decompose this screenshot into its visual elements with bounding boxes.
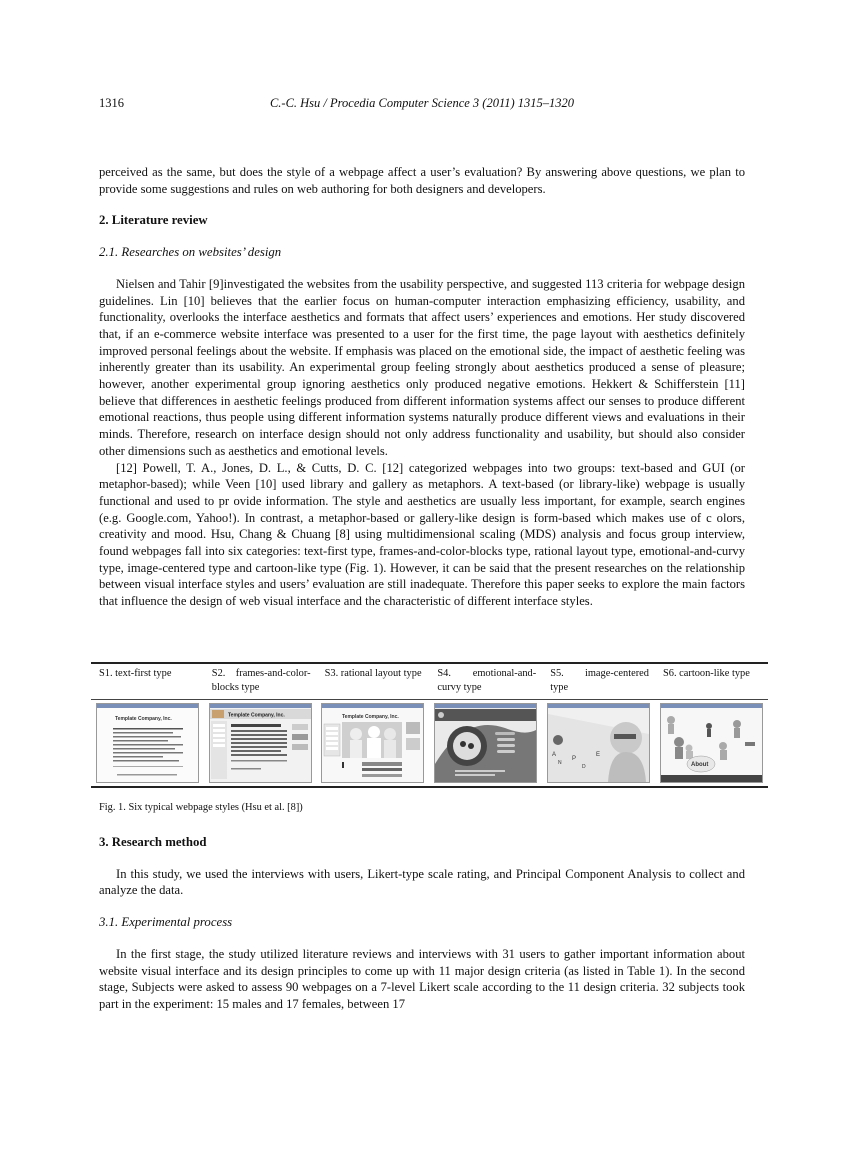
- svg-text:A: A: [552, 752, 557, 758]
- page-number: 1316: [99, 96, 124, 110]
- thumbnail-s1-text-first: [96, 703, 199, 783]
- style-label-s5: S5. image-centered type: [550, 668, 649, 693]
- literature-paragraph-2: [12] Powell, T. A., Jones, D. L., & Cutts, D. C. [12] categorized webpages into two groups: text-based and GUI (or metaphor-based); while Veen [10] used library and gallery as metaphors. A text-based (or library-like) webpage is usually functional and used to pr ovide information. The style and aesthetics are usually less important, for example, search engines (e.g. Google.com, Yahoo!). In contrast, a metaphor-based or gallery-like design is form-based which makes use of c olors, creativity and mood. Hsu, Chang & Chuang [8] using multidimensional scaling (MDS) analysis and focus group interview, found webpages fall into six categories: text-first type, frames-and-color-blocks type, rational layout type, emotional-and-curvy type, image-centered type and cartoon-like type (Fig. 1). However, it can be said that the present researches on the relationship between visual interface styles and users’ evaluation are still inadequate. Therefore this paper seeks to explore the main factors that influence the design of web visual interface and the characteristic of different interface styles.: [99, 460, 745, 609]
- thumbnail-s3-rational-layout: [321, 703, 424, 783]
- thumbnail-s5-image-centered: [547, 703, 650, 783]
- style-label-s4: S4. emotional-and-curvy type: [437, 668, 537, 693]
- thumbnail-s4-emotional-and-curvy: [434, 703, 537, 783]
- figure-1-table: [91, 662, 768, 788]
- thumb-company-name: Template Company, Inc.: [114, 716, 172, 722]
- main-text-top: [99, 164, 745, 610]
- style-label-s6: S6. cartoon-like type: [662, 668, 750, 679]
- figure-caption-row: [91, 664, 768, 700]
- literature-paragraph-1: Nielsen and Tahir [9]investigated the websites from the usability perspective, and suggested 113 criteria for webpage design guidelines. Lin [10] believes that the earlier focus on human-computer interaction emphasizing efficiency, usability, and functionality, overlooks the interface aesthetics and formats that affect users’ experiences and emotions. Her study discovered that, if an e-commerce website interface was presented to a user for the first time, the page layout with aesthetics definitely improved personal feelings about the website. If emphasis was placed on the emotional side, the impact of aesthetic feeling was inherently greater than its usability. An experimental group feeling strongly about aesthetics produced a sense of pleasure; however, another experimental group ignoring aesthetics only produced negative emotions. Hekkert & Schifferstein [11] believe that differences in aesthetic feelings produced from different information systems affect our senses to produce different emotional reactions, thus people using different information systems naturally produce different views and evaluations in their minds. Therefore, research on interface design should not only address functionality and usability, but should also consider other dimensions such as aesthetics and emotional levels.: [99, 276, 745, 458]
- running-title: C.-C. Hsu / Procedia Computer Science 3 (2011) 1315–1320: [269, 96, 575, 110]
- section-3-heading: 3. Research method: [99, 835, 207, 849]
- thumb-about-label: About: [690, 762, 709, 768]
- thumbnail-s6-cartoon-like: [660, 703, 763, 783]
- figure-1-caption: Fig. 1. Six typical webpage styles (Hsu et al. [8]): [99, 802, 303, 813]
- svg-text:D: D: [582, 764, 586, 770]
- svg-text:N: N: [558, 760, 562, 766]
- main-text-bottom: [99, 834, 745, 1013]
- section-2-1-heading: 2.1. Researches on websites’ design: [99, 245, 282, 260]
- thumb-company-name: Template Company, Inc.: [342, 714, 400, 720]
- style-label-s3: S3. rational layout type: [324, 668, 422, 679]
- svg-text:E: E: [596, 752, 601, 758]
- method-paragraph-1: In this study, we used the interviews with users, Likert-type scale rating, and Principal Component Analysis to collect and analyze the data.: [99, 866, 745, 898]
- svg-text:P: P: [572, 756, 577, 762]
- style-label-s1: S1. text-first type: [99, 668, 172, 679]
- section-3-1-heading: 3.1. Experimental process: [99, 915, 233, 930]
- style-label-s2: S2. frames-and-color-blocks type: [211, 668, 311, 693]
- intro-paragraph: perceived as the same, but does the style of a webpage affect a user’s evaluation? By answering above questions, we plan to provide some suggestions and rules on web authoring for both designers and developers.: [99, 165, 745, 196]
- method-paragraph-2: In the first stage, the study utilized literature reviews and interviews with 31 users to gather important information about website visual interface and its design principles to come up with 11 major design criteria (as listed in Table 1). In the second stage, Subjects were asked to assess 90 webpages on a 7-level Likert scale according to the 11 design criteria. 32 subjects took part in the experiment: 15 males and 17 females, between 17: [99, 946, 745, 1011]
- thumb-company-name: Template Company, Inc.: [227, 712, 285, 719]
- section-2-heading: 2. Literature review: [99, 213, 208, 228]
- figure-image-row: [91, 700, 768, 786]
- thumbnail-s2-frames-and-color-blocks: [209, 703, 312, 783]
